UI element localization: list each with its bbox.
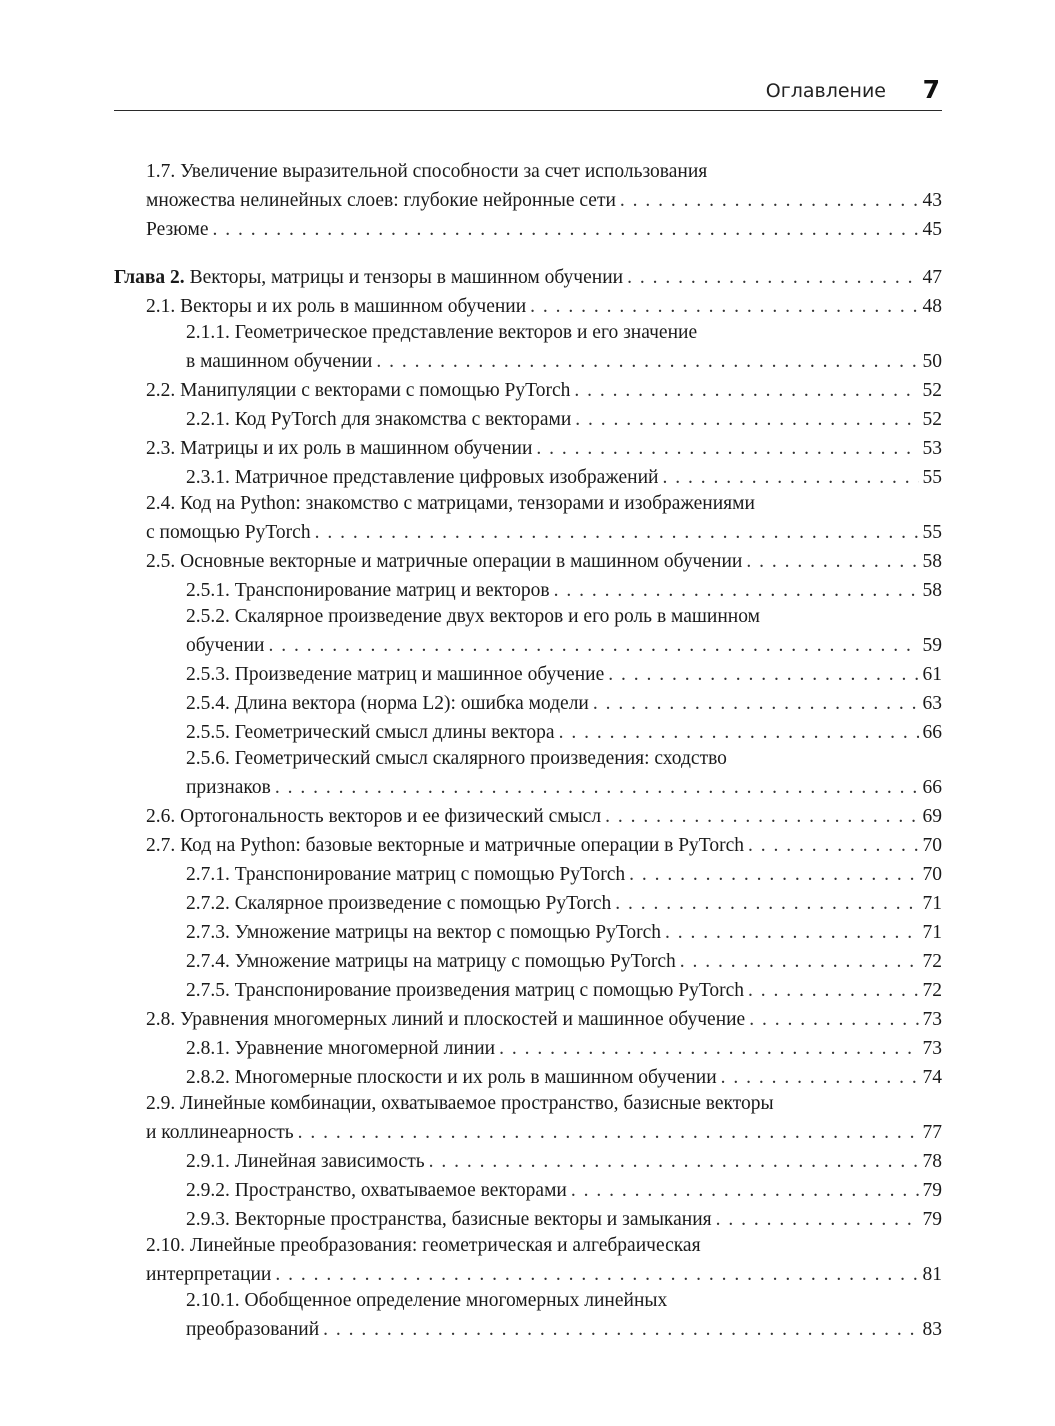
toc-page-number: 63 [922, 693, 942, 714]
toc-entry-title [186, 1207, 712, 1232]
dot-leader [746, 549, 918, 574]
toc-entry-line [186, 862, 942, 887]
dot-leader [275, 1262, 918, 1287]
dot-leader [275, 775, 919, 800]
toc-entry [114, 1091, 942, 1145]
dot-leader [530, 294, 918, 319]
toc-entry-line [186, 1317, 942, 1342]
toc-entry [114, 833, 942, 858]
toc-entry-text: 2.2. Манипуляции с векторами с помощью PyTorch [146, 380, 571, 401]
dot-leader [680, 949, 919, 974]
toc-page-number: 81 [922, 1264, 942, 1285]
toc-entry-line [186, 1178, 942, 1203]
toc-entry-title [186, 1036, 495, 1061]
toc-entry-text: 2.5.4. Длина вектора (норма L2): ошибка модели [186, 693, 589, 714]
toc-entry [114, 491, 942, 545]
toc-entry-line [186, 1149, 942, 1174]
toc-entry-line [146, 294, 942, 319]
toc-entry-title [186, 349, 372, 374]
toc-entry-text: интерпретации [146, 1264, 272, 1285]
toc-entry-line [186, 578, 942, 603]
toc-page-number: 71 [922, 922, 942, 943]
dot-leader [615, 891, 918, 916]
toc-entry [114, 891, 942, 916]
toc-entry [114, 217, 942, 242]
dot-leader [571, 1178, 919, 1203]
toc-entry-first-line: 2.5.6. Геометрический смысл скалярного произведения: сходство [186, 748, 727, 769]
dot-leader [662, 465, 918, 490]
dot-leader [323, 1317, 918, 1342]
toc-entry [114, 920, 942, 945]
toc-entry-line [186, 949, 942, 974]
toc-page-number: 47 [922, 267, 942, 288]
toc-entry-text: 2.2.1. Код PyTorch для знакомства с векторами [186, 409, 572, 430]
toc-entry [114, 691, 942, 716]
toc-page-number: 61 [922, 664, 942, 685]
header-title: Оглавление [765, 80, 886, 102]
toc-entry [114, 1007, 942, 1032]
toc-entry-line [146, 217, 942, 242]
toc-entry-line [186, 1207, 942, 1232]
toc-entry-text: 2.3. Матрицы и их роль в машинном обучении [146, 438, 533, 459]
toc-entry-line [146, 378, 942, 403]
dot-leader [748, 978, 918, 1003]
toc-page-number: 50 [922, 351, 942, 372]
toc-page-number: 72 [922, 951, 942, 972]
toc-page-number: 71 [922, 893, 942, 914]
toc-page-number: 73 [922, 1038, 942, 1059]
toc-entry-text: преобразований [186, 1319, 320, 1340]
toc-entry [114, 407, 942, 432]
toc-entry-text: и коллинеарность [146, 1122, 294, 1143]
toc-entry-text: 2.6. Ортогональность векторов и ее физический смысл [146, 806, 602, 827]
dot-leader [298, 1120, 919, 1145]
dot-leader [554, 578, 919, 603]
toc-entry [114, 1149, 942, 1174]
toc-entry-text: 2.9.1. Линейная зависимость [186, 1151, 425, 1172]
dot-leader [559, 720, 919, 745]
toc-page-number: 73 [922, 1009, 942, 1030]
toc-page-number: 53 [922, 438, 942, 459]
toc-entry-title [186, 920, 661, 945]
toc-entry [114, 1288, 942, 1342]
toc-entry-text: множества нелинейных слоев: глубокие нейронные сети [146, 190, 616, 211]
toc-entry [114, 720, 942, 745]
toc-entry-text: 2.7.4. Умножение матрицы на матрицу с помощью PyTorch [186, 951, 676, 972]
toc-entry [114, 320, 942, 374]
dot-leader [213, 217, 919, 242]
toc-entry-text: 2.9.3. Векторные пространства, базисные векторы и замыкания [186, 1209, 712, 1230]
toc-entry-title [146, 520, 311, 545]
dot-leader [749, 1007, 918, 1032]
toc-entry-line [186, 691, 942, 716]
toc-entry-line [114, 265, 942, 290]
dot-leader [575, 407, 918, 432]
toc-entry [114, 662, 942, 687]
toc-entry-line [186, 407, 942, 432]
toc-page-number: 58 [922, 580, 942, 601]
toc-page-number: 55 [922, 467, 942, 488]
toc-entry-title [186, 978, 744, 1003]
toc-entry-title [146, 804, 601, 829]
toc-entry-title [186, 862, 625, 887]
header-page-number: 7 [922, 75, 940, 104]
toc-entry [114, 1207, 942, 1232]
dot-leader [268, 633, 918, 658]
toc-entry-line [186, 662, 942, 687]
toc-entry-title [114, 265, 623, 290]
toc-page-number: 48 [922, 296, 942, 317]
toc-entry-line [186, 720, 942, 745]
toc-entry [114, 746, 942, 800]
dot-leader [605, 804, 918, 829]
toc-page-number: 43 [922, 190, 942, 211]
toc-entry-line [146, 1262, 942, 1287]
running-header [114, 75, 942, 111]
toc-entry-text: с помощью PyTorch [146, 522, 311, 543]
toc-entry-text: 2.8.1. Уравнение многомерной линии [186, 1038, 496, 1059]
toc-entry-title [186, 662, 604, 687]
toc-entry-text: 2.5. Основные векторные и матричные операции в машинном обучении [146, 551, 743, 572]
toc-entry-line [186, 920, 942, 945]
toc-page-number: 72 [922, 980, 942, 1001]
toc-entry-line [186, 978, 942, 1003]
toc-entry-text: 2.7.1. Транспонирование матриц с помощью PyTorch [186, 864, 626, 885]
toc-entry-text: 2.7. Код на Python: базовые векторные и матричные операции в PyTorch [146, 835, 745, 856]
toc-entry [114, 1233, 942, 1287]
toc-entry-line [146, 1120, 942, 1145]
chapter-label: Глава 2. [114, 267, 185, 288]
toc-page-number: 74 [922, 1067, 942, 1088]
toc-entry-title [146, 1120, 294, 1145]
dot-leader [665, 920, 918, 945]
toc-entry-title [186, 949, 676, 974]
toc-entry [114, 465, 942, 490]
toc-entry-title [186, 1149, 425, 1174]
toc-entry-line [186, 891, 942, 916]
toc-entry-text: 2.1. Векторы и их роль в машинном обучении [146, 296, 527, 317]
toc-entry-text: 2.5.1. Транспонирование матриц и векторов [186, 580, 550, 601]
toc-entry [114, 1178, 942, 1203]
toc-page-number: 55 [922, 522, 942, 543]
toc-entry-title [186, 1065, 717, 1090]
toc-page-number: 83 [922, 1319, 942, 1340]
toc-entry-first-line: 2.10.1. Обобщенное определение многомерных линейных [186, 1290, 668, 1311]
toc-page-number: 45 [922, 219, 942, 240]
dot-leader [536, 436, 918, 461]
toc-entry-title [186, 578, 550, 603]
toc-page-number: 52 [922, 380, 942, 401]
toc-entry-line [146, 549, 942, 574]
toc-entry [114, 604, 942, 658]
toc-page-number: 66 [922, 722, 942, 743]
toc-entry-title [186, 691, 589, 716]
dot-leader [721, 1065, 919, 1090]
toc-entry-text: в машинном обучении [186, 351, 373, 372]
toc-entry-line [146, 520, 942, 545]
toc-entry [114, 159, 942, 213]
toc-entry-title [186, 1317, 319, 1342]
toc-entry-text: Резюме [146, 219, 209, 240]
toc-entry-title [146, 1007, 745, 1032]
toc-entry-first-line: 2.9. Линейные комбинации, охватываемое пространство, базисные векторы [146, 1093, 774, 1114]
toc-entry [114, 378, 942, 403]
toc-entry-title [146, 549, 742, 574]
dot-leader [716, 1207, 919, 1232]
toc-entry-title [146, 188, 616, 213]
toc-entry [114, 862, 942, 887]
toc-page-number: 79 [922, 1180, 942, 1201]
toc-entry-first-line: 2.4. Код на Python: знакомство с матрицами, тензорами и изображениями [146, 493, 755, 514]
toc-entry-text: 2.3.1. Матричное представление цифровых изображений [186, 467, 659, 488]
toc-entry-first-line: 2.1.1. Геометрическое представление векторов и его значение [186, 322, 698, 343]
toc-page-number: 52 [922, 409, 942, 430]
dot-leader [593, 691, 919, 716]
toc-entry [114, 1036, 942, 1061]
toc-page-number: 70 [922, 835, 942, 856]
toc-entry-title [186, 775, 271, 800]
toc-entry-text: 2.5.5. Геометрический смысл длины вектора [186, 722, 555, 743]
toc-entry-title [186, 633, 264, 658]
toc-entry-text: 2.9.2. Пространство, охватываемое векторами [186, 1180, 567, 1201]
toc-entry-title [146, 294, 526, 319]
dot-leader [499, 1036, 918, 1061]
toc-entry [114, 265, 942, 290]
dot-leader [429, 1149, 919, 1174]
toc-page-number: 79 [922, 1209, 942, 1230]
toc-entry-title [146, 217, 209, 242]
toc-entry-title [146, 378, 570, 403]
toc-page-number: 69 [922, 806, 942, 827]
dot-leader [629, 862, 918, 887]
toc-entry-line [186, 1036, 942, 1061]
toc-entry [114, 549, 942, 574]
toc-entry [114, 949, 942, 974]
toc-page-number: 66 [922, 777, 942, 798]
toc-entry [114, 294, 942, 319]
toc-entry-line [146, 1007, 942, 1032]
toc-entry-title [186, 1178, 567, 1203]
toc-entry-first-line: 2.5.2. Скалярное произведение двух векторов и его роль в машинном [186, 606, 760, 627]
toc-page-number: 70 [922, 864, 942, 885]
toc-entry [114, 436, 942, 461]
toc-entry [114, 1065, 942, 1090]
toc-entry-title [146, 1262, 271, 1287]
toc-entry-first-line: 2.10. Линейные преобразования: геометрическая и алгебраическая [146, 1235, 701, 1256]
dot-leader [627, 265, 918, 290]
toc-entry-text: 2.8. Уравнения многомерных линий и плоскостей и машинное обучение [146, 1009, 746, 1030]
toc-entry-title [186, 891, 611, 916]
toc-entry-title [186, 407, 571, 432]
toc-entry-title [146, 833, 744, 858]
toc-entry-text: признаков [186, 777, 271, 798]
toc-entry-text: 2.8.2. Многомерные плоскости и их роль в машинном обучении [186, 1067, 717, 1088]
toc-entry-title [146, 436, 532, 461]
toc-entry-line [186, 465, 942, 490]
toc-entry-line [186, 775, 942, 800]
toc-page-number: 58 [922, 551, 942, 572]
toc-entry-line [186, 633, 942, 658]
toc-entry-title [186, 720, 555, 745]
toc-entry-text: 2.5.3. Произведение матриц и машинное обучение [186, 664, 605, 685]
toc-entry-title [186, 465, 658, 490]
toc-entry-line [186, 1065, 942, 1090]
dot-leader [620, 188, 919, 213]
toc-entry [114, 578, 942, 603]
toc-page-number: 78 [922, 1151, 942, 1172]
toc-entry-text: 2.7.3. Умножение матрицы на вектор с помощью PyTorch [186, 922, 662, 943]
dot-leader [608, 662, 918, 687]
toc-page-number: 59 [922, 635, 942, 656]
toc-entry [114, 804, 942, 829]
toc-entry-text: обучении [186, 635, 265, 656]
toc-entry [114, 978, 942, 1003]
dot-leader [748, 833, 918, 858]
dot-leader [574, 378, 918, 403]
dot-leader [315, 520, 919, 545]
toc-entry-text: 2.7.2. Скалярное произведение с помощью PyTorch [186, 893, 612, 914]
dot-leader [376, 349, 918, 374]
toc-entry-text: Векторы, матрицы и тензоры в машинном обучении [189, 267, 624, 288]
toc-entry-line [146, 833, 942, 858]
toc-entry-line [146, 188, 942, 213]
toc-entry-line [186, 349, 942, 374]
toc-entry-line [146, 804, 942, 829]
toc-entry-line [146, 436, 942, 461]
toc-entry-text: 2.7.5. Транспонирование произведения матриц с помощью PyTorch [186, 980, 745, 1001]
toc-entry-first-line: 1.7. Увеличение выразительной способности за счет использования [146, 161, 708, 182]
toc-page-number: 77 [922, 1122, 942, 1143]
